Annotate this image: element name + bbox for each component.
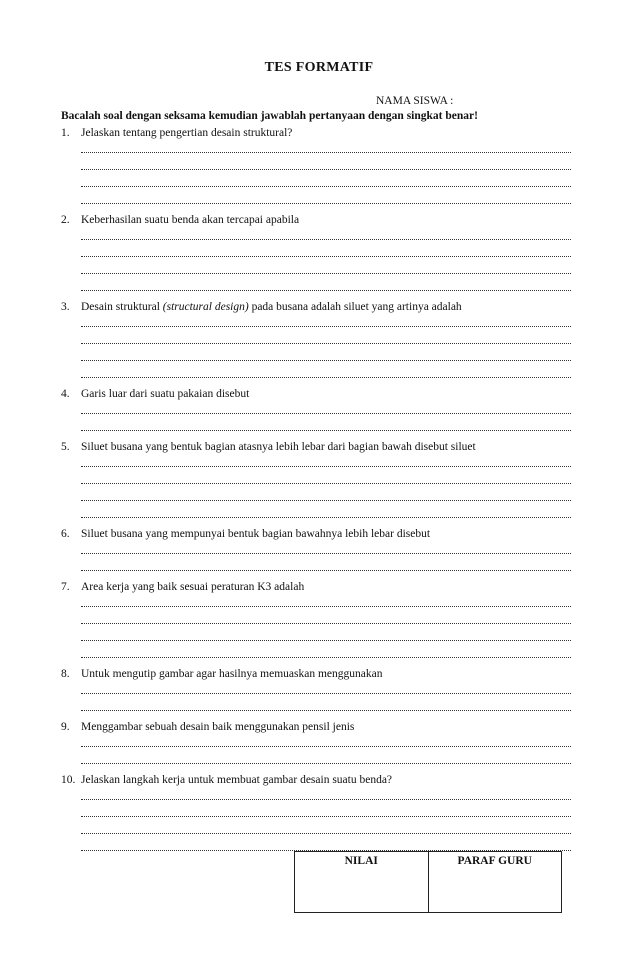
question-number: 8. <box>61 668 70 680</box>
paraf-guru-label: PARAF GURU <box>457 855 532 867</box>
question-2 <box>61 213 571 296</box>
question-number: 7. <box>61 581 70 593</box>
question-3 <box>61 300 571 383</box>
question-number: 9. <box>61 721 70 733</box>
answer-line[interactable] <box>81 682 571 699</box>
answer-line[interactable] <box>81 175 571 192</box>
question-text-part: pada busana adalah siluet yang artinya adalah <box>248 301 462 313</box>
paraf-guru-cell[interactable] <box>428 852 562 913</box>
question-text: Keberhasilan suatu benda akan tercapai apabila <box>81 214 300 226</box>
question-text: Garis luar dari suatu pakaian disebut <box>81 388 250 400</box>
student-name-label: NAMA SISWA : <box>376 95 454 107</box>
answer-line[interactable] <box>81 646 571 663</box>
answer-line[interactable] <box>81 752 571 769</box>
question-number: 1. <box>61 127 70 139</box>
question-text-italic: (structural design) <box>162 301 249 313</box>
question-text: Siluet busana yang mempunyai bentuk bagian bawahnya lebih lebar disebut <box>81 528 431 540</box>
answer-line[interactable] <box>81 245 571 262</box>
page-title: TES FORMATIF <box>264 60 374 75</box>
question-number: 2. <box>61 214 70 226</box>
question-5 <box>61 440 571 523</box>
nilai-label: NILAI <box>344 855 378 867</box>
answer-line[interactable] <box>81 595 571 612</box>
answer-line[interactable] <box>81 455 571 472</box>
question-1 <box>61 126 571 209</box>
question-number: 3. <box>61 301 70 313</box>
answer-line[interactable] <box>81 489 571 506</box>
question-text: Menggambar sebuah desain baik menggunakan pensil jenis <box>81 721 355 733</box>
answer-line[interactable] <box>81 262 571 279</box>
question-list <box>61 126 571 856</box>
question-text: Jelaskan tentang pengertian desain struktural? <box>81 127 293 139</box>
question-9 <box>61 720 571 769</box>
question-text: Siluet busana yang bentuk bagian atasnya lebih lebar dari bagian bawah disebut siluet <box>81 441 476 453</box>
answer-line[interactable] <box>81 612 571 629</box>
question-7 <box>61 580 571 663</box>
answer-line[interactable] <box>81 228 571 245</box>
score-table <box>294 851 562 913</box>
question-6 <box>61 527 571 576</box>
instruction-text: Bacalah soal dengan seksama kemudian jawablah pertanyaan dengan singkat benar! <box>61 110 478 122</box>
answer-line[interactable] <box>81 699 571 716</box>
answer-line[interactable] <box>81 349 571 366</box>
question-text: Untuk mengutip gambar agar hasilnya memuaskan menggunakan <box>81 668 383 680</box>
question-number: 4. <box>61 388 70 400</box>
answer-line[interactable] <box>81 788 571 805</box>
question-4 <box>61 387 571 436</box>
question-text: Area kerja yang baik sesuai peraturan K3 adalah <box>81 581 305 593</box>
question-10 <box>61 773 571 856</box>
answer-line[interactable] <box>81 822 571 839</box>
question-text <box>81 300 571 315</box>
answer-line[interactable] <box>81 506 571 523</box>
question-number: 6. <box>61 528 70 540</box>
question-number: 10. <box>61 774 76 786</box>
answer-line[interactable] <box>81 366 571 383</box>
answer-line[interactable] <box>81 805 571 822</box>
answer-line[interactable] <box>81 315 571 332</box>
answer-line[interactable] <box>81 542 571 559</box>
answer-line[interactable] <box>81 472 571 489</box>
question-text-part: Desain struktural <box>81 301 163 313</box>
answer-line[interactable] <box>81 332 571 349</box>
answer-line[interactable] <box>81 559 571 576</box>
nilai-cell[interactable] <box>295 852 429 913</box>
question-8 <box>61 667 571 716</box>
answer-line[interactable] <box>81 279 571 296</box>
question-number: 5. <box>61 441 70 453</box>
answer-line[interactable] <box>81 402 571 419</box>
answer-line[interactable] <box>81 419 571 436</box>
answer-line[interactable] <box>81 629 571 646</box>
question-text: Jelaskan langkah kerja untuk membuat gambar desain suatu benda? <box>81 774 393 786</box>
answer-line[interactable] <box>81 141 571 158</box>
answer-line[interactable] <box>81 158 571 175</box>
answer-line[interactable] <box>81 192 571 209</box>
answer-line[interactable] <box>81 735 571 752</box>
